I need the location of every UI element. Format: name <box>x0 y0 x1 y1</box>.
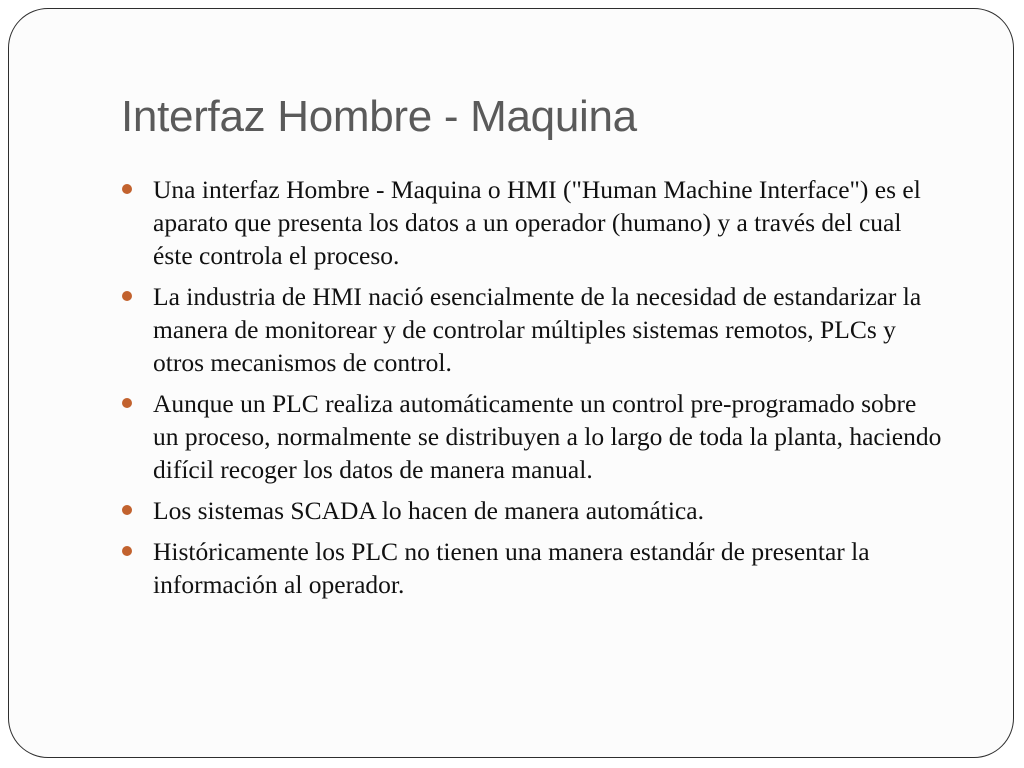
bullet-text: La industria de HMI nació esencialmente de la necesidad de estandarizar la manera de monitorear y de controlar múltiples sistemas remotos, PLCs y otros mecanismos de control. <box>153 282 922 377</box>
bullet-list <box>122 173 942 609</box>
bullet-item <box>122 173 942 272</box>
bullet-dot-icon <box>122 546 132 556</box>
slide-title: Interfaz Hombre - Maquina <box>121 92 637 141</box>
bullet-text: Históricamente los PLC no tienen una manera estandár de presentar la información al operador. <box>153 537 870 599</box>
bullet-dot-icon <box>122 291 132 301</box>
bullet-item <box>122 387 942 486</box>
bullet-text: Una interfaz Hombre - Maquina o HMI ("Human Machine Interface") es el aparato que presenta los datos a un operador (humano) y a través del cual éste controla el proceso. <box>153 175 921 270</box>
bullet-dot-icon <box>122 184 132 194</box>
bullet-dot-icon <box>122 398 132 408</box>
bullet-item <box>122 280 942 379</box>
bullet-item <box>122 535 942 601</box>
bullet-text: Los sistemas SCADA lo hacen de manera automática. <box>153 496 704 525</box>
bullet-item <box>122 494 942 527</box>
bullet-dot-icon <box>122 505 132 515</box>
slide-frame <box>8 8 1014 758</box>
bullet-text: Aunque un PLC realiza automáticamente un control pre-programado sobre un proceso, normalmente se distribuyen a lo largo de toda la planta, haciendo difícil recoger los datos de manera manual. <box>153 389 942 484</box>
